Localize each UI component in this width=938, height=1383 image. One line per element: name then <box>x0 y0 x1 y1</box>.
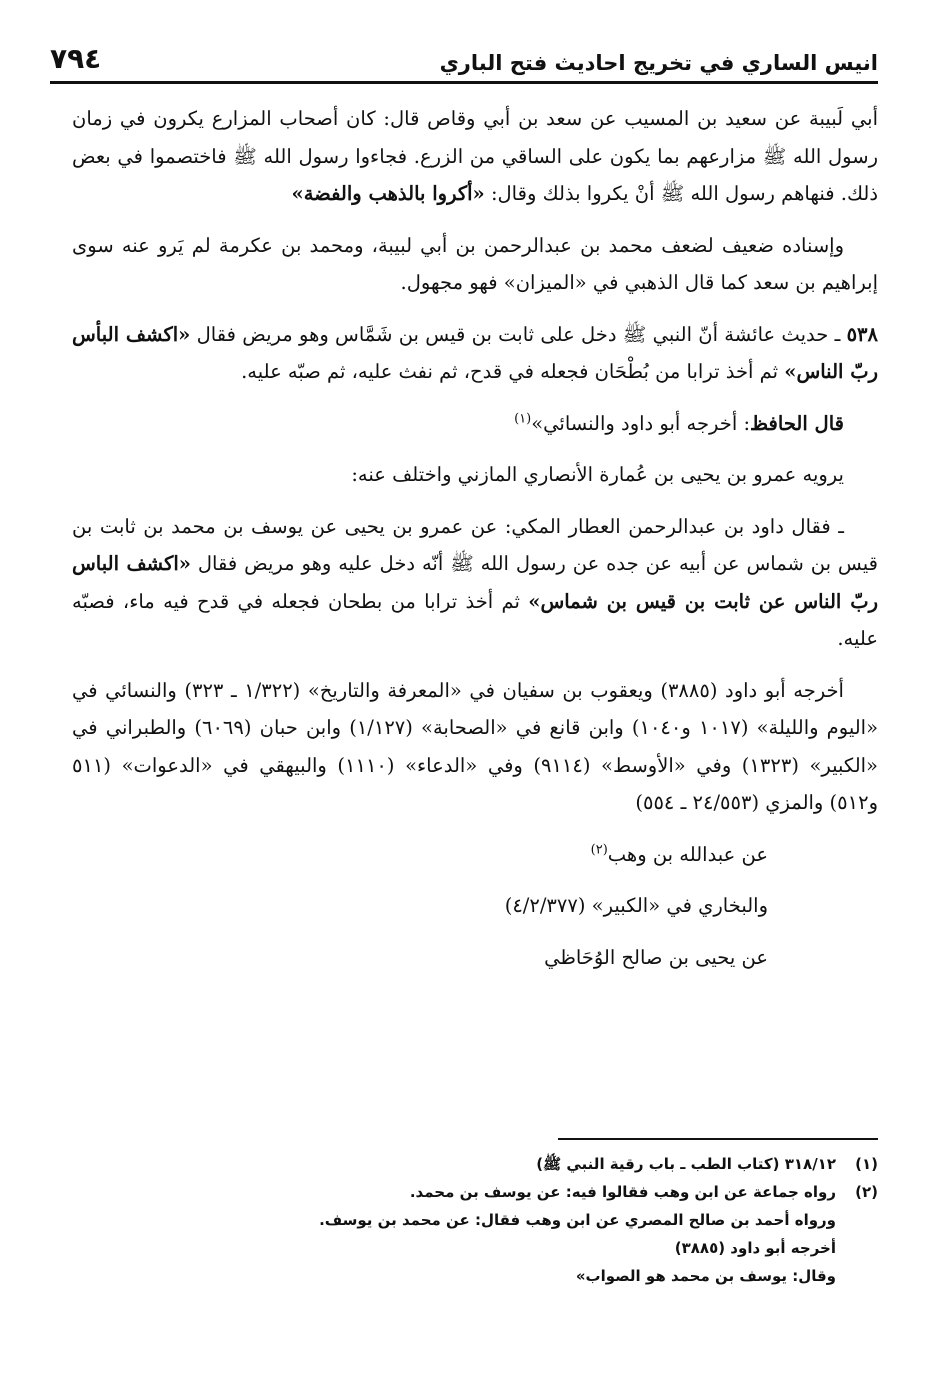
footnote-divider <box>558 1138 878 1140</box>
running-title: انيس الساري في تخريج احاديث فتح الباري <box>439 51 878 75</box>
footnote-text: ٣١٨/١٢ (كتاب الطب ـ باب رقية النبي ﷺ) <box>536 1155 836 1173</box>
hafiz-label: قال الحافظ <box>750 411 844 435</box>
prophetic-quote: «أكروا بالذهب والفضة» <box>291 182 485 205</box>
hadith-text: ـ حديث عائشة أنّ النبي ﷺ دخل على ثابت بن قيس بن شَمَّاس وهو مريض فقال <box>190 322 847 346</box>
hadith-number: ٥٣٨ <box>846 322 878 346</box>
footnotes <box>72 1150 878 1290</box>
hadith-text-cont: ثم أخذ ترابا من بُطْحَان فجعله في قدح، ثم نفث عليه، ثم صبّه عليه. <box>241 360 785 383</box>
chain-line-3: عن يحيى بن صالح الوُحَاظي <box>544 945 768 969</box>
footnote-line: أخرجه أبو داود (٣٨٨٥) <box>674 1239 836 1257</box>
narration-intro: يرويه عمرو بن يحيى بن عُمارة الأنصاري المازني واختلف عنه: <box>351 463 844 486</box>
paragraph-hadith-537-end <box>72 100 878 213</box>
footnote-number: (١) <box>855 1155 878 1173</box>
dawud-narration <box>72 508 878 658</box>
footnote-number: (٢) <box>855 1183 878 1201</box>
chain-line-2: والبخاري في «الكبير» (٤/٢/٣٧٧) <box>504 894 768 917</box>
footnote-ref-1[interactable]: (١) <box>514 411 532 426</box>
footnote-line: ورواه أحمد بن صالح المصري عن ابن وهب فقال: عن محمد بن يوسف. <box>319 1211 836 1229</box>
prophetic-quote: «اكشف البأس ربّ الناس» <box>72 322 878 383</box>
isnad-assessment: وإسناده ضعيف لضعف محمد بن عبدالرحمن بن أبي لبيبة، ومحمد بن عكرمة لم يَرو عنه سوى إبراهيم بن سعد كما قال الذهبي في «الميزان» فهو مجهول. <box>72 233 878 294</box>
footnote-1 <box>72 1150 878 1178</box>
footnote-line: وقال: يوسف بن محمد هو الصواب» <box>575 1267 836 1285</box>
takhrij-paragraph: أخرجه أبو داود (٣٨٨٥) ويعقوب بن سفيان في «المعرفة والتاريخ» (١/٣٢٢ ـ ٣٢٣) والنسائي في «اليوم والليلة» (١٠١٧ و١٠٤٠) وابن قانع في «الصحابة» (١/١٢٧) وابن حبان (٦٠٦٩) والطبراني في «الكبير» (١٣٢٣) وفي «الأوسط» (٩١١٤) وفي «الدعاء» (١١١٠) والبيهقي في «الدعوات» (٥١١ و٥١٢) والمزي (٢٤/٥٥٣ ـ ٥٥٤) <box>72 678 878 814</box>
hadith-538 <box>72 316 878 391</box>
page-number: ٧٩٤ <box>50 42 102 75</box>
hafiz-statement <box>72 405 878 443</box>
footnote-body <box>72 1178 836 1290</box>
footnote-ref-2[interactable]: (٢) <box>590 842 608 857</box>
paragraph-text: ـ فقال داود بن عبدالرحمن العطار المكي: عن عمرو بن يحيى عن يوسف بن محمد بن ثابت بن قيس بن شماس عن أبيه عن جده عن رسول الله ﷺ أنّه دخل عليه وهو مريض فقال <box>72 514 878 575</box>
footnote-2 <box>72 1178 878 1290</box>
paragraph-text: أبي لَبيبة عن سعيد بن المسيب عن سعد بن أبي وقاص قال: كان أصحاب المزارع يكرون في زمان رسول الله ﷺ مزارعهم بما يكون على الساقي من الزرع. فجاءوا رسول الله ﷺ فاختصموا في بعض ذلك. فنهاهم رسول الله ﷺ أنْ يكروا بذلك وقال: <box>72 107 878 205</box>
prophetic-quote: «اكشف الباس ربّ الناس عن ثابت بن قيس بن شماس» <box>72 552 878 613</box>
page-body <box>72 100 878 990</box>
chain-line-1 <box>72 836 878 874</box>
chain-text: عن عبدالله بن وهب <box>607 842 768 866</box>
hafiz-text: : أخرجه أبو داود والنسائي» <box>531 411 751 435</box>
page-header <box>50 36 878 84</box>
footnote-line: رواه جماعة عن ابن وهب فقالوا فيه: عن يوسف بن محمد. <box>409 1183 836 1201</box>
paragraph-text-cont: ثم أخذ ترابا من بطحان فجعله في قدح فيه ماء، فصبّه عليه. <box>72 589 878 650</box>
